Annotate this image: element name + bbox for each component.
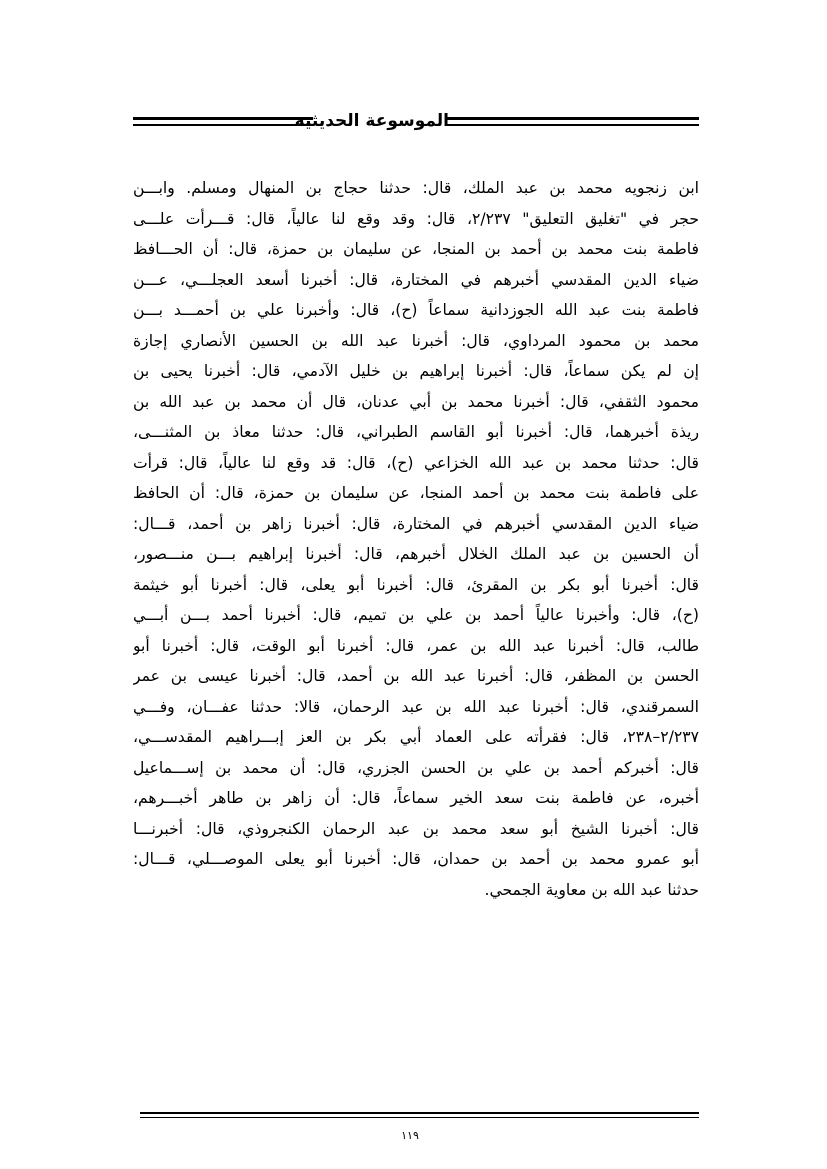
text-line: على فاطمة بنت محمد بن أحمد المنجا، عن سليمان بن حمزة، قال: أن الحافظ — [133, 484, 699, 502]
footer-rule — [140, 1112, 699, 1118]
text-line: ريذة أخبرهما، قال: أخبرنا أبو القاسم الطبراني، قال: حدثنا معاذ بن المثنـــى، — [133, 423, 699, 441]
text-line: محمود الثقفي، قال: أخبرنا محمد بن أبي عدنان، قال أن محمد بن عبد الله بن — [133, 392, 699, 411]
page-header — [133, 108, 699, 138]
text-line: ٢/٢٣٧–٢٣٨، قال: فقرأته على العماد أبي بكر بن العز إبـــراهيم المقدســـي، — [133, 728, 699, 746]
text-line: أبو عمرو محمد بن أحمد بن حمدان، قال: أخبرنا أبو يعلى الموصـــلي، قـــال: — [133, 850, 699, 868]
text-line: قال: حدثنا محمد بن عبد الله الخزاعي (ح)، قال: قد وقع لنا عالياً، قال: قرأت — [133, 453, 699, 472]
text-line: السمرقندي، قال: أخبرنا عبد الله بن عبد الرحمان، قالا: حدثنا عفـــان، وفـــي — [133, 697, 699, 716]
text-line: ضياء الدين المقدسي أخبرهم في المختارة، قال: أخبرنا زاهر بن أحمد، قـــال: — [133, 514, 699, 533]
header-rule-right — [445, 117, 699, 126]
header-rule-left — [133, 117, 313, 126]
text-line: حدثنا عبد الله بن معاوية الجمحي. — [484, 880, 699, 899]
text-line: (ح)، قال: وأخبرنا عالياً أحمد بن علي بن تميم، قال: أخبرنا أحمد بـــن أبـــي — [133, 606, 699, 624]
text-line: الحسن بن المظفر، قال: أخبرنا عبد الله بن أحمد، قال: أخبرنا عيسى بن عمر — [133, 667, 699, 685]
page-number: ١١٩ — [401, 1129, 419, 1142]
body-text — [133, 173, 699, 905]
text-line: قال: أخبركم أحمد بن علي بن الحسن الجزري، قال: أن محمد بن إســـماعيل — [133, 758, 699, 777]
text-line: إن لم يكن سماعاً، قال: أخبرنا إبراهيم بن خليل الآدمي، قال: أخبرنا يحيى بن — [133, 362, 699, 380]
text-line: ابن زنجويه محمد بن عبد الملك، قال: حدثنا حجاج بن المنهال ومسلم. وابـــن — [133, 179, 699, 197]
page-title: الموسوعة الحديثية — [294, 111, 449, 131]
text-line: ضياء الدين المقدسي أخبرهم في المختارة، قال: أخبرنا أسعد العجلـــي، عـــن — [133, 270, 699, 289]
text-line: طالب، قال: أخبرنا عبد الله بن عمر، قال: أخبرنا أبو الوقت، قال: أخبرنا أبو — [133, 636, 699, 655]
text-line: محمد بن محمود المرداوي، قال: أخبرنا عبد الله بن الحسين الأنصاري إجازة — [133, 331, 699, 350]
text-line: قال: أخبرنا الشيخ أبو سعد محمد بن عبد الرحمان الكنجروذي، قال: أخبرنـــا — [133, 819, 699, 838]
text-line: أخبره، عن فاطمة بنت سعد الخير سماعاً، قال: أن زاهر بن طاهر أخبـــرهم، — [133, 789, 699, 807]
text-line: فاطمة بنت محمد بن أحمد بن المنجا، عن سليمان بن حمزة، قال: أن الحـــافظ — [133, 240, 699, 258]
text-line: حجر في "تغليق التعليق" ٢/٢٣٧، قال: وقد وقع لنا عالياً، قال: قـــرأت علـــى — [133, 209, 699, 228]
text-line: أن الحسين بن عبد الملك الخلال أخبرهم، قال: أخبرنا إبراهيم بـــن منـــصور، — [133, 545, 699, 563]
text-line: فاطمة بنت عبد الله الجوزدانية سماعاً (ح)، قال: وأخبرنا علي بن أحمـــد بـــن — [133, 301, 699, 319]
text-line: قال: أخبرنا أبو بكر بن المقرئ، قال: أخبرنا أبو يعلى، قال: أخبرنا أبو خيثمة — [133, 575, 699, 594]
